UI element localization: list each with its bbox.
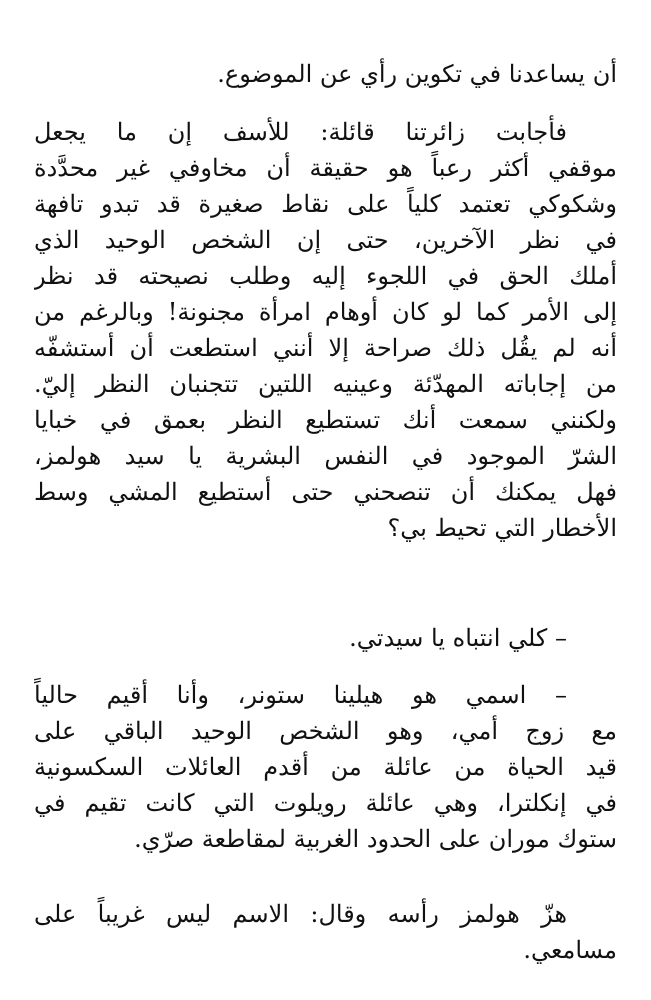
text-line: مسامعي. (523, 936, 617, 964)
text-line: الشرّ الموجود في النفس البشرية يا سيد هولمز، (34, 442, 617, 470)
text-line: الأخطار التي تحيط بي؟ (387, 514, 617, 542)
text-line: وشكوكي تعتمد كلياً على نقاط صغيرة قد تبدو تافهة (34, 190, 617, 218)
text-line: – كلي انتباه يا سيدتي. (349, 624, 567, 652)
paragraph-visitor-reply (34, 114, 617, 546)
text-line: ولكنني سمعت أنك تستطيع النظر بعمق في خبايا (34, 406, 617, 434)
paragraph-helena-intro (34, 677, 617, 857)
text-line: فهل يمكنك أن تنصحني حتى أستطيع المشي وسط (34, 478, 617, 506)
text-line: هزّ هولمز رأسه وقال: الاسم ليس غريباً على (34, 900, 567, 928)
text-line: قيد الحياة من عائلة من أقدم العائلات السكسونية (34, 753, 617, 781)
text-line: من إجاباته المهدّئة وعينيه اللتين تتجنبان النظر إليّ. (34, 370, 617, 398)
paragraph-holmes-attention (34, 620, 617, 656)
text-line: أن يساعدنا في تكوين رأي عن الموضوع. (217, 60, 617, 88)
text-line: مع زوج أمي، وهو الشخص الوحيد الباقي على (34, 717, 617, 745)
text-line: ستوك موران على الحدود الغربية لمقاطعة صرّي. (134, 825, 617, 853)
text-line: أملك الحق في اللجوء إليه وطلب نصيحته قد نظر (34, 262, 617, 290)
text-line: فأجابت زائرتنا قائلة: للأسف إن ما يجعل (34, 118, 567, 146)
text-line: في نظر الآخرين، حتى إن الشخص الوحيد الذي (34, 226, 617, 254)
paragraph-continuation (34, 56, 617, 92)
paragraph-holmes-nods (34, 896, 617, 968)
text-line: – اسمي هو هيلينا ستونر، وأنا أقيم حالياً (34, 681, 567, 709)
text-line: موقفي أكثر رعباً هو حقيقة أن مخاوفي غير محدَّدة (34, 154, 617, 182)
text-line: أنه لم يقُل ذلك صراحة إلا أنني استطعت أن أستشفّه (34, 334, 617, 362)
text-line: في إنكلترا، وهي عائلة رويلوت التي كانت تقيم في (34, 789, 617, 817)
text-line: إلى الأمر كما لو كان أوهام امرأة مجنونة! وبالرغم من (34, 298, 617, 326)
